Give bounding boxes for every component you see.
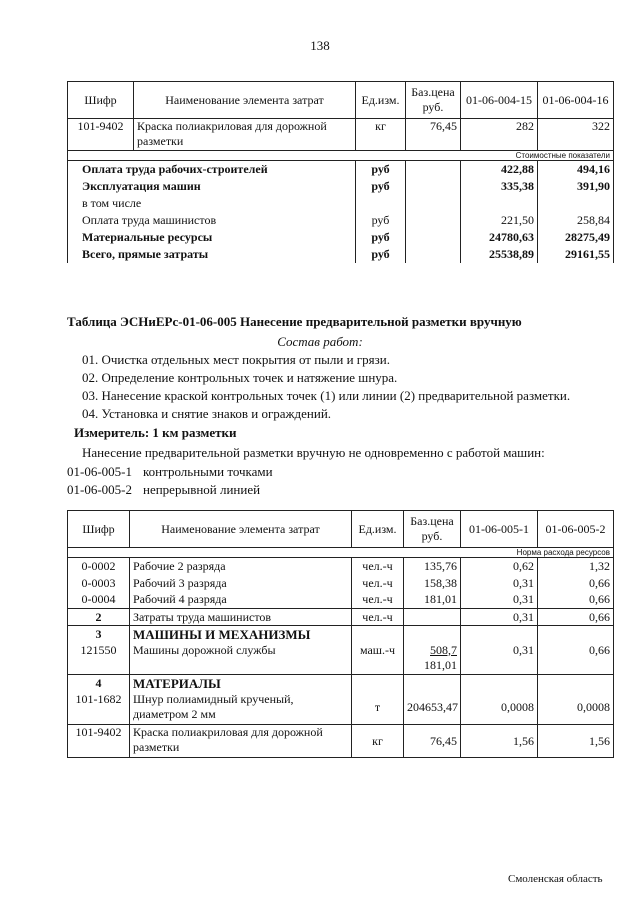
cell-v1: 422,88 <box>461 161 538 178</box>
work-item: 01. Очистка отдельных мест покрытия от пыли и грязи. <box>82 352 390 367</box>
cell-v1: 25538,89 <box>461 246 538 263</box>
strip-label: Стоимостные показатели <box>515 151 610 160</box>
cell-price <box>406 229 461 246</box>
cell-name: Рабочий 4 разряда <box>130 592 352 609</box>
header-col1: 01-06-005-1 <box>461 511 538 548</box>
cell-unit: руб <box>356 161 406 178</box>
cell-price: 76,45 <box>406 119 461 151</box>
cell-price <box>406 195 461 212</box>
table-row <box>68 725 614 758</box>
cell-name: Машины дорожной службы <box>130 643 352 675</box>
header-code: Шифр <box>68 82 134 119</box>
cell-v2: 0,66 <box>538 643 614 675</box>
variant-note: Нанесение предварительной разметки вручную не одновременно с работой машин: <box>82 445 545 460</box>
cost-row <box>68 195 614 212</box>
cell-name: Оплата труда рабочих-строителей <box>68 161 356 178</box>
table-title: Таблица ЭСНиЕРс-01-06-005 Нанесение предварительной разметки вручную <box>67 314 522 329</box>
cell-v2: 28275,49 <box>538 229 614 246</box>
header-col2: 01-06-004-16 <box>538 82 614 119</box>
cell-name: Рабочий 3 разряда <box>130 575 352 592</box>
work-item: 04. Установка и снятие знаков и ограждений. <box>82 406 332 421</box>
strip-row <box>68 548 614 558</box>
table-row <box>68 558 614 575</box>
cell-name: Шнур полиамидный крученый, диаметром 2 мм <box>130 692 352 725</box>
cell-code: 0-0002 <box>68 558 130 575</box>
table-row <box>68 692 614 725</box>
cell-price <box>404 609 461 626</box>
works-subtitle: Состав работ: <box>277 334 363 349</box>
cell-v1 <box>461 195 538 212</box>
cell-v1: 0,31 <box>461 575 538 592</box>
cost-row <box>68 229 614 246</box>
cell-name: Затраты труда машинистов <box>130 609 352 626</box>
cost-table-004 <box>67 81 614 263</box>
cell-unit: кг <box>352 725 404 758</box>
cell-v2: 322 <box>538 119 614 151</box>
strip-row <box>68 151 614 161</box>
header-col2: 01-06-005-2 <box>538 511 614 548</box>
cell-unit <box>356 195 406 212</box>
cell-v1: 0,62 <box>461 558 538 575</box>
cell-code: 101-9402 <box>68 119 134 151</box>
cell-name: Всего, прямые затраты <box>68 246 356 263</box>
cell-price: 158,38 <box>404 575 461 592</box>
cell-code: 101-9402 <box>68 725 130 758</box>
cell-code: 0-0003 <box>68 575 130 592</box>
cell-price <box>404 643 461 675</box>
cell-v2: 1,56 <box>538 725 614 758</box>
cost-row <box>68 246 614 263</box>
cell-price: 204653,47 <box>404 692 461 725</box>
cell-v1: 0,31 <box>461 643 538 675</box>
footer-region: Смоленская область <box>508 873 603 885</box>
cell-v2: 0,66 <box>538 609 614 626</box>
cell-code: 4 <box>68 675 130 692</box>
cell-unit: чел.-ч <box>352 558 404 575</box>
cell-unit: чел.-ч <box>352 609 404 626</box>
cell-price: 181,01 <box>404 592 461 609</box>
cell-v1: 0,31 <box>461 609 538 626</box>
cell-unit: руб <box>356 246 406 263</box>
cell-v1: 24780,63 <box>461 229 538 246</box>
cell-unit: маш.-ч <box>352 643 404 675</box>
cell-v1: 1,56 <box>461 725 538 758</box>
section-row-materials <box>68 675 614 692</box>
cost-row <box>68 178 614 195</box>
work-item: 02. Определение контрольных точек и натяжение шнура. <box>82 370 398 385</box>
variant-line <box>67 464 273 480</box>
cell-code: 101-1682 <box>68 692 130 725</box>
cost-row <box>68 161 614 178</box>
section-heading: МАТЕРИАЛЫ <box>130 675 352 692</box>
cell-v2: 0,0008 <box>538 692 614 725</box>
cell-price: 76,45 <box>404 725 461 758</box>
cell-name: Рабочие 2 разряда <box>130 558 352 575</box>
cell-unit: чел.-ч <box>352 592 404 609</box>
cell-v2: 391,90 <box>538 178 614 195</box>
cell-code: 2 <box>68 609 130 626</box>
header-price: Баз.цена руб. <box>404 511 461 548</box>
header-name: Наименование элемента затрат <box>130 511 352 548</box>
strip-label: Норма расхода ресурсов <box>516 548 610 557</box>
section-row-machines <box>68 626 614 643</box>
cell-unit: руб <box>356 229 406 246</box>
cell-v1: 0,31 <box>461 592 538 609</box>
cell-v1: 282 <box>461 119 538 151</box>
variant-text: контрольными точками <box>143 464 273 479</box>
variant-text: непрерывной линией <box>143 482 261 497</box>
header-unit: Ед.изм. <box>352 511 404 548</box>
cell-unit: т <box>352 692 404 725</box>
cell-v2: 0,66 <box>538 592 614 609</box>
table-header-row <box>68 82 614 119</box>
cell-v2: 494,16 <box>538 161 614 178</box>
cell-code: 0-0004 <box>68 592 130 609</box>
resource-table-005 <box>67 510 614 758</box>
cell-price <box>406 178 461 195</box>
cell-v1: 335,38 <box>461 178 538 195</box>
header-price: Баз.цена руб. <box>406 82 461 119</box>
work-item: 03. Нанесение краской контрольных точек (1) или линии (2) предварительной разметки. <box>82 388 571 403</box>
cell-unit: руб <box>356 178 406 195</box>
table-header-row <box>68 511 614 548</box>
section-heading: МАШИНЫ И МЕХАНИЗМЫ <box>130 626 352 643</box>
cell-price <box>406 246 461 263</box>
cell-v2: 258,84 <box>538 212 614 229</box>
table-row <box>68 592 614 609</box>
table-row <box>68 575 614 592</box>
machine-row <box>68 643 614 675</box>
cell-v2: 1,32 <box>538 558 614 575</box>
cost-row <box>68 212 614 229</box>
header-code: Шифр <box>68 511 130 548</box>
cell-price <box>406 212 461 229</box>
cell-v2 <box>538 195 614 212</box>
cell-v2: 29161,55 <box>538 246 614 263</box>
header-name: Наименование элемента затрат <box>134 82 356 119</box>
measure-unit: Измеритель: 1 км разметки <box>74 425 237 440</box>
machinists-row <box>68 609 614 626</box>
cell-v1: 221,50 <box>461 212 538 229</box>
cell-name: Эксплуатация машин <box>68 178 356 195</box>
cell-unit: кг <box>356 119 406 151</box>
price-bottom: 181,01 <box>424 657 457 672</box>
price-top: 508,7 <box>430 642 457 657</box>
cell-name: Краска полиакриловая для дорожной разметки <box>130 725 352 758</box>
variant-code: 01-06-005-1 <box>67 464 132 479</box>
cell-price <box>406 161 461 178</box>
cell-v1: 0,0008 <box>461 692 538 725</box>
header-col1: 01-06-004-15 <box>461 82 538 119</box>
cell-v2: 0,66 <box>538 575 614 592</box>
cell-name: Оплата труда машинистов <box>68 212 356 229</box>
cell-name: в том числе <box>68 195 356 212</box>
variant-code: 01-06-005-2 <box>67 482 132 497</box>
table-row <box>68 119 614 151</box>
cell-code: 3 <box>68 626 130 643</box>
cell-name: Краска полиакриловая для дорожной разметки <box>134 119 356 151</box>
page-number: 138 <box>310 38 330 53</box>
cell-code: 121550 <box>68 643 130 675</box>
cell-unit: руб <box>356 212 406 229</box>
cell-name: Материальные ресурсы <box>68 229 356 246</box>
cell-unit: чел.-ч <box>352 575 404 592</box>
header-unit: Ед.изм. <box>356 82 406 119</box>
cell-price: 135,76 <box>404 558 461 575</box>
variant-line <box>67 482 260 498</box>
